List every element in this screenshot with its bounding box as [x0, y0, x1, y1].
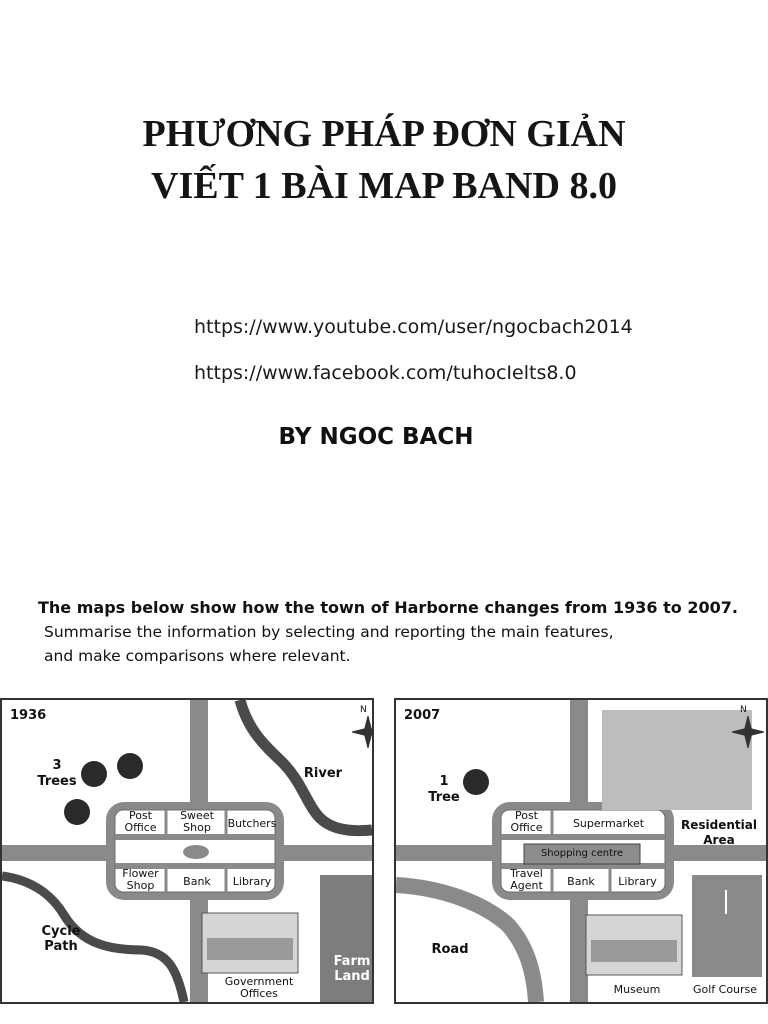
golf-course-label: Golf Course: [692, 983, 758, 996]
travel-agent-label: Travel Agent: [510, 867, 543, 892]
shopping-centre-label: Shopping centre: [540, 848, 624, 859]
year-label: 2007: [404, 708, 441, 723]
trees-label: Trees: [37, 774, 77, 789]
task-prompt: [38, 596, 758, 668]
residential-area-image: [602, 710, 752, 810]
museum-label: Museum: [613, 983, 661, 996]
trees-count: 3: [52, 758, 62, 773]
library-label: Library: [232, 875, 272, 888]
compass-n-label: N: [740, 705, 747, 715]
flower-shop-label: Flower Shop: [122, 867, 159, 892]
map-1936-graphics: [2, 700, 372, 1002]
title-line-2: VIẾT 1 BÀI MAP BAND 8.0: [151, 165, 617, 207]
farm-land-label: Farm Land: [333, 954, 371, 984]
bank-label: Bank: [567, 875, 595, 888]
supermarket-label: Supermarket: [572, 817, 645, 830]
library-label: Library: [618, 875, 657, 888]
bank-label: Bank: [183, 875, 211, 888]
government-offices-label: Government Offices: [224, 975, 294, 1000]
post-office-label: Post Office: [510, 809, 543, 834]
tree-icon: [463, 769, 489, 795]
author-byline: BY NGOC BACH: [278, 424, 474, 450]
tree-count: 1: [439, 774, 449, 789]
tree-label: Tree: [428, 790, 460, 805]
post-office-label: Post Office: [124, 809, 157, 834]
task-instruction-2: and make comparisons where relevant.: [44, 647, 351, 665]
title-line-1: PHƯƠNG PHÁP ĐƠN GIẢN: [142, 113, 626, 155]
compass-icon: [352, 716, 372, 748]
river-label: River: [303, 766, 343, 781]
map-2007: [394, 698, 768, 1004]
cycle-path-label: Cycle Path: [41, 924, 81, 954]
butchers-label: Butchers: [227, 817, 277, 830]
task-question: The maps below show how the town of Harborne changes from 1936 to 2007.: [38, 598, 738, 617]
task-instruction-1: Summarise the information by selecting and reporting the main features,: [44, 623, 614, 641]
page-title: [0, 108, 768, 212]
year-label: 1936: [10, 708, 47, 723]
road-label: Road: [431, 942, 469, 957]
facebook-link[interactable]: https://www.facebook.com/tuhocIelts8.0: [194, 362, 577, 384]
residential-area-label: Residential Area: [681, 818, 757, 847]
sweet-shop-label: Sweet Shop: [180, 809, 214, 834]
compass-n-label: N: [360, 705, 367, 715]
youtube-link[interactable]: https://www.youtube.com/user/ngocbach2014: [194, 316, 633, 338]
map-1936: [0, 698, 374, 1004]
